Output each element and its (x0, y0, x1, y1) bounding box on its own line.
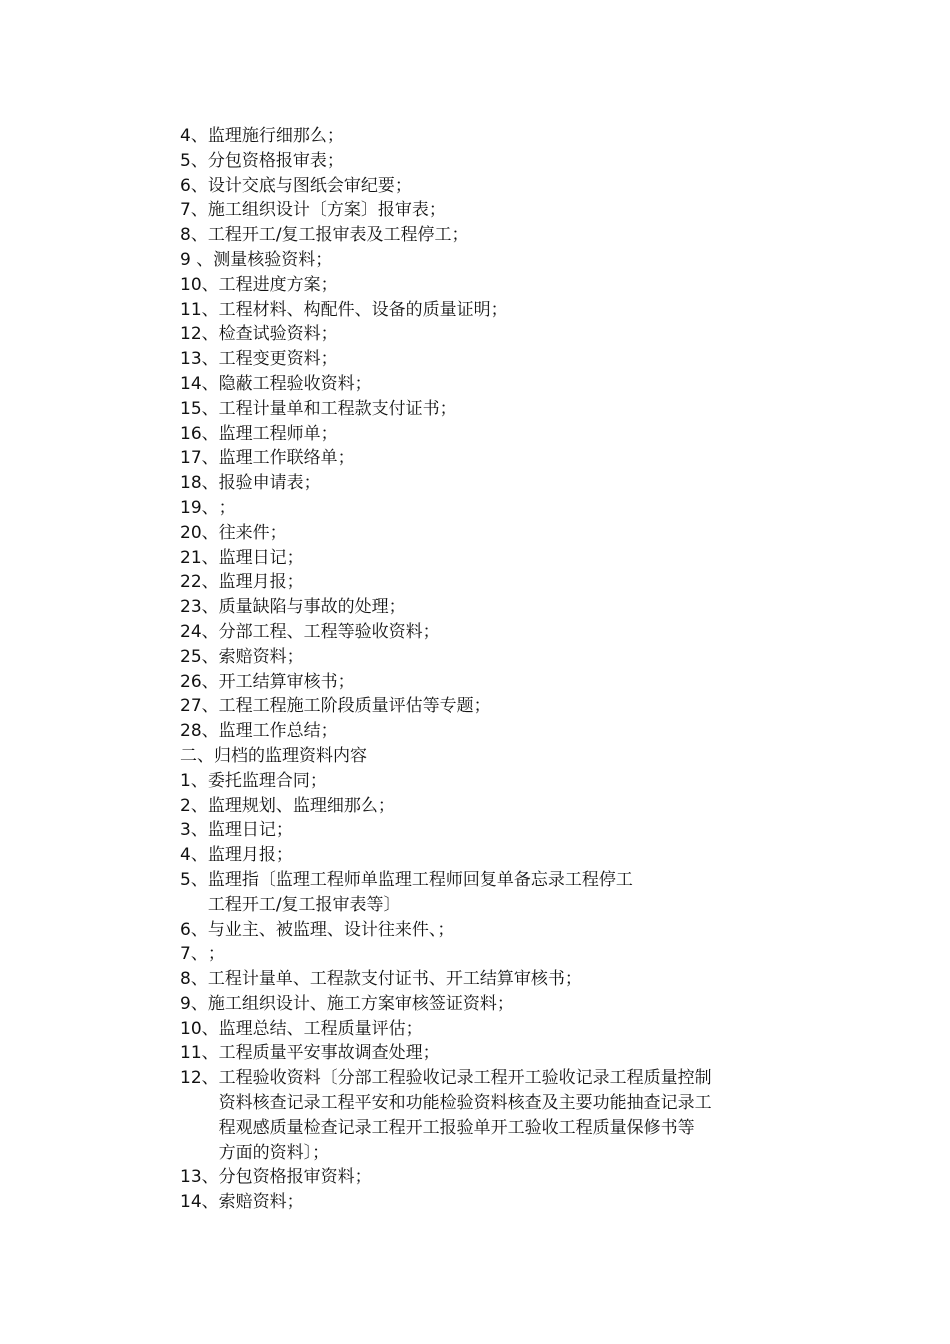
item-text-line: 监理指〔监理工程师单监理工程师回复单备忘录工程停工 (207, 869, 633, 890)
list-item (180, 397, 820, 422)
list-item (180, 843, 820, 868)
item-text-line: 工程计量单、工程款支付证书、开工结算审核书； (207, 969, 582, 990)
item-number: 16、 (180, 423, 219, 444)
item-number: 9、 (180, 993, 208, 1014)
item-text-line: 资料核查记录工程平安和功能检验资料核查及主要功能抽查记录工 (218, 1093, 712, 1114)
item-text: 分部工程、工程等验收资料； (218, 621, 440, 642)
item-number: 28、 (180, 721, 219, 742)
list-item (180, 868, 820, 918)
item-number: 14、 (180, 1192, 219, 1213)
item-text: 工程变更资料； (218, 349, 338, 370)
list-item (180, 794, 820, 819)
list-item (180, 1165, 820, 1190)
list-item (180, 248, 820, 273)
item-text-line: 施工组织设计、施工方案审核签证资料； (207, 993, 514, 1014)
item-text: 检查试验资料； (218, 324, 338, 345)
item-number: 12、 (180, 1068, 219, 1089)
item-text-line: 监理规划、监理细那么； (207, 795, 395, 816)
list-item (180, 670, 820, 695)
list-item (180, 198, 820, 223)
list-item (180, 124, 820, 149)
item-text-line: 工程质量平安事故调查处理； (218, 1043, 440, 1064)
section1-list (180, 124, 820, 744)
item-text (219, 1017, 423, 1042)
item-text: 开工结算审核书； (218, 671, 355, 692)
item-text: 设计交底与图纸会审纪要； (207, 175, 412, 196)
list-item (180, 967, 820, 992)
list-item (180, 273, 820, 298)
list-item (180, 298, 820, 323)
item-number: 23、 (180, 597, 219, 618)
item-text (208, 843, 293, 868)
item-text-line: 索赔资料； (218, 1192, 304, 1213)
item-text: 分包资格报审表； (207, 150, 344, 171)
item-number: 3、 (180, 820, 208, 841)
item-text-line: 监理月报； (207, 845, 293, 866)
list-item (180, 174, 820, 199)
item-text (219, 1066, 712, 1165)
item-text (208, 868, 633, 918)
item-text: 监理工作总结； (218, 721, 338, 742)
item-number: 5、 (180, 150, 208, 171)
document-content (180, 124, 820, 1215)
item-number: 5、 (180, 869, 208, 890)
item-text-line: 监理日记； (207, 820, 293, 841)
list-item (180, 570, 820, 595)
list-item (180, 620, 820, 645)
list-item (180, 372, 820, 397)
item-text (219, 1190, 304, 1215)
item-text (208, 818, 293, 843)
item-text-line: 委托监理合同； (207, 770, 327, 791)
item-number: 27、 (180, 696, 219, 717)
item-number: 14、 (180, 373, 219, 394)
item-text (208, 918, 455, 943)
list-item (180, 719, 820, 744)
list-item (180, 1190, 820, 1215)
item-number: 2、 (180, 795, 208, 816)
item-text-line: ； (207, 944, 225, 965)
item-number: 26、 (180, 671, 219, 692)
list-item (180, 546, 820, 571)
list-item (180, 942, 820, 967)
item-text-line: 分包资格报审资料； (218, 1167, 372, 1188)
item-number: 4、 (180, 845, 208, 866)
item-number: 8、 (180, 969, 208, 990)
section2-heading: 二、归档的监理资料内容 (180, 745, 367, 766)
item-text-line: 工程开工/复工报审表等〕 (207, 894, 401, 915)
item-number: 11、 (180, 1043, 219, 1064)
item-number: 9 、 (180, 249, 214, 270)
item-text-line: 与业主、被监理、设计往来件、； (207, 919, 455, 940)
item-text: 索赔资料； (218, 646, 304, 667)
item-number: 17、 (180, 448, 219, 469)
item-text-line: 监理总结、工程质量评估； (218, 1018, 423, 1039)
list-item (180, 1066, 820, 1165)
item-number: 21、 (180, 547, 219, 568)
item-number: 7、 (180, 200, 208, 221)
item-text: 质量缺陷与事故的处理； (218, 597, 406, 618)
item-text: 监理施行细那么； (207, 126, 344, 146)
item-text: 监理日记； (218, 547, 304, 568)
item-number: 10、 (180, 1018, 219, 1039)
item-number: 8、 (180, 225, 208, 246)
item-text-line: 工程验收资料〔分部工程验收记录工程开工验收记录工程质量控制 (218, 1068, 712, 1089)
item-text: 监理月报； (218, 572, 304, 593)
list-item (180, 918, 820, 943)
item-number: 6、 (180, 175, 208, 196)
list-item (180, 992, 820, 1017)
item-number: 22、 (180, 572, 219, 593)
item-text (208, 942, 225, 967)
item-text (208, 967, 582, 992)
list-item (180, 422, 820, 447)
item-number: 13、 (180, 349, 219, 370)
list-item (180, 446, 820, 471)
list-item (180, 223, 820, 248)
item-text (208, 769, 327, 794)
item-number: 1、 (180, 770, 208, 791)
list-item (180, 769, 820, 794)
item-text (208, 794, 395, 819)
item-text: ； (218, 497, 236, 518)
list-item (180, 322, 820, 347)
item-text: 工程进度方案； (218, 274, 338, 295)
item-text: 工程工程施工阶段质量评估等专题； (218, 696, 491, 717)
item-text: 监理工作联络单； (218, 448, 355, 469)
list-item (180, 496, 820, 521)
item-number: 4、 (180, 126, 208, 146)
item-text: 施工组织设计〔方案〕报审表； (207, 200, 446, 221)
item-number: 19、 (180, 497, 219, 518)
item-text (219, 1165, 372, 1190)
item-number: 15、 (180, 398, 219, 419)
item-text: 工程材料、构配件、设备的质量证明； (218, 299, 508, 320)
item-text: 工程开工/复工报审表及工程停工； (207, 225, 469, 246)
list-item (180, 347, 820, 372)
list-item (180, 645, 820, 670)
item-number: 10、 (180, 274, 219, 295)
item-text-line: 方面的资料〕； (218, 1142, 330, 1163)
list-item (180, 471, 820, 496)
list-item (180, 694, 820, 719)
item-number: 18、 (180, 473, 219, 494)
list-item (180, 818, 820, 843)
list-item (180, 521, 820, 546)
item-text: 报验申请表； (218, 473, 321, 494)
item-number: 20、 (180, 522, 219, 543)
item-text: 测量核验资料； (213, 249, 333, 270)
list-item (180, 149, 820, 174)
item-text (208, 992, 514, 1017)
item-number: 13、 (180, 1167, 219, 1188)
section2-list (180, 769, 820, 1215)
item-text: 隐蔽工程验收资料； (218, 373, 372, 394)
item-text-line: 程观感质量检查记录工程开工报验单开工验收工程质量保修书等 (218, 1117, 695, 1138)
item-number: 24、 (180, 621, 219, 642)
item-number: 7、 (180, 944, 208, 965)
item-text: 工程计量单和工程款支付证书； (218, 398, 457, 419)
item-number: 25、 (180, 646, 219, 667)
item-number: 12、 (180, 324, 219, 345)
item-number: 11、 (180, 299, 219, 320)
list-item (180, 1041, 820, 1066)
item-number: 6、 (180, 919, 208, 940)
item-text (219, 1041, 440, 1066)
item-text: 往来件； (218, 522, 287, 543)
item-text: 监理工程师单； (218, 423, 338, 444)
list-item (180, 1017, 820, 1042)
list-item (180, 595, 820, 620)
